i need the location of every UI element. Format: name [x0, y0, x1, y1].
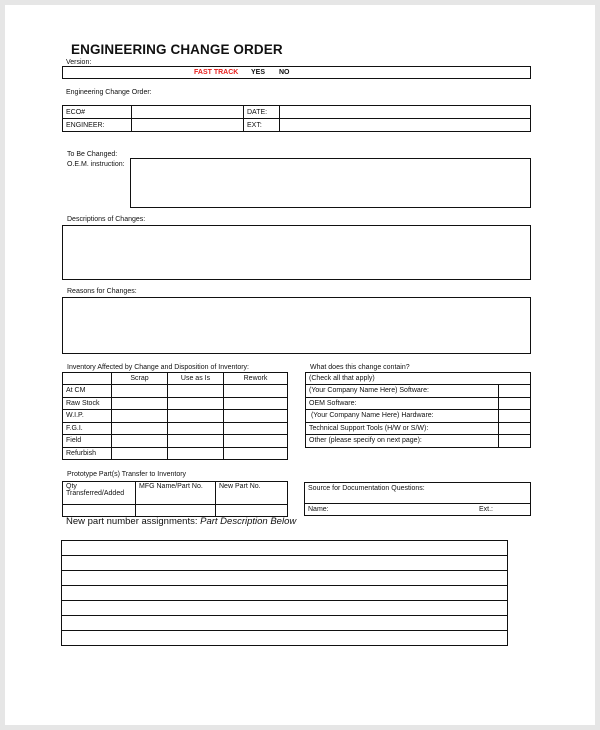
- page-title: ENGINEERING CHANGE ORDER: [71, 42, 283, 57]
- inventory-cell[interactable]: [168, 410, 224, 423]
- prototype-qty-field[interactable]: [63, 505, 136, 517]
- prototype-title: Prototype Part(s) Transfer to Inventory: [67, 471, 187, 478]
- inventory-table: [62, 372, 288, 460]
- change-contents-checkbox[interactable]: [499, 422, 531, 435]
- part-description-row[interactable]: [62, 631, 508, 646]
- date-field[interactable]: [280, 106, 531, 119]
- prototype-new-part-field[interactable]: [216, 505, 288, 517]
- change-contents-row-label: (Your Company Name Here) Software:: [306, 385, 499, 398]
- descriptions-field[interactable]: [62, 225, 531, 280]
- change-contents-row-label: OEM Software:: [306, 397, 499, 410]
- to-be-changed-label: To Be Changed:: [67, 151, 118, 158]
- reasons-field[interactable]: [62, 297, 531, 354]
- change-contents-row-label: (Your Company Name Here) Hardware:: [306, 410, 499, 423]
- change-contents-checkbox[interactable]: [499, 435, 531, 448]
- inventory-cell[interactable]: [112, 397, 168, 410]
- prototype-header-qty: Qty Transferred/Added: [63, 482, 136, 505]
- fast-track-box[interactable]: [62, 66, 531, 79]
- inventory-header-use-as-is: Use as Is: [168, 373, 224, 385]
- prototype-header-new-part: New Part No.: [216, 482, 288, 505]
- prototype-header-mfg: MFG Name/Part No.: [136, 482, 216, 505]
- inventory-cell[interactable]: [224, 385, 288, 398]
- inventory-cell[interactable]: [168, 435, 224, 448]
- prototype-mfg-field[interactable]: [136, 505, 216, 517]
- new-part-label: New part number assignments:: [66, 516, 198, 527]
- new-part-heading: [66, 516, 296, 527]
- engineer-field[interactable]: [132, 119, 244, 132]
- inventory-cell[interactable]: [112, 422, 168, 435]
- oem-instruction-field[interactable]: [130, 158, 531, 208]
- inventory-row-label: Refurbish: [63, 447, 112, 460]
- eco-table: [62, 105, 531, 132]
- inventory-row-label: F.G.I.: [63, 422, 112, 435]
- part-description-row[interactable]: [62, 616, 508, 631]
- documentation-table: [304, 482, 531, 516]
- inventory-cell[interactable]: [224, 410, 288, 423]
- inventory-header-scrap: Scrap: [112, 373, 168, 385]
- descriptions-label: Descriptions of Changes:: [67, 216, 146, 223]
- ext-field[interactable]: [280, 119, 531, 132]
- ext-label: EXT:: [244, 119, 280, 132]
- change-contents-table: [305, 372, 531, 448]
- eco-section-label: Engineering Change Order:: [66, 89, 152, 96]
- inventory-header-blank: [63, 373, 112, 385]
- inventory-cell[interactable]: [168, 422, 224, 435]
- part-description-row[interactable]: [62, 541, 508, 556]
- inventory-cell[interactable]: [168, 385, 224, 398]
- part-description-table: [61, 540, 508, 646]
- part-description-row[interactable]: [62, 556, 508, 571]
- part-description-row[interactable]: [62, 571, 508, 586]
- prototype-table: [62, 481, 288, 517]
- inventory-cell[interactable]: [168, 447, 224, 460]
- change-contents-checkbox[interactable]: [499, 410, 531, 423]
- inventory-row-label: At CM: [63, 385, 112, 398]
- change-contents-header: (Check all that apply): [306, 373, 531, 385]
- inventory-cell[interactable]: [224, 397, 288, 410]
- inventory-cell[interactable]: [112, 410, 168, 423]
- change-contents-row-label: Technical Support Tools (H/W or S/W):: [306, 422, 499, 435]
- change-contents-row-label: Other (please specify on next page):: [306, 435, 499, 448]
- reasons-label: Reasons for Changes:: [67, 288, 137, 295]
- documentation-title: Source for Documentation Questions:: [305, 483, 531, 504]
- inventory-cell[interactable]: [224, 422, 288, 435]
- engineer-label: ENGINEER:: [63, 119, 132, 132]
- fast-track-no[interactable]: NO: [279, 69, 290, 76]
- date-label: DATE:: [244, 106, 280, 119]
- inventory-cell[interactable]: [112, 385, 168, 398]
- eco-number-field[interactable]: [132, 106, 244, 119]
- change-contents-checkbox[interactable]: [499, 397, 531, 410]
- oem-instruction-label: O.E.M. instruction:: [67, 161, 125, 168]
- inventory-cell[interactable]: [168, 397, 224, 410]
- inventory-cell[interactable]: [112, 435, 168, 448]
- inventory-title: Inventory Affected by Change and Disposition of Inventory:: [67, 364, 249, 371]
- eco-number-label: ECO#: [63, 106, 132, 119]
- part-description-row[interactable]: [62, 586, 508, 601]
- inventory-row-label: Field: [63, 435, 112, 448]
- inventory-cell[interactable]: [112, 447, 168, 460]
- documentation-contact-row[interactable]: [305, 504, 531, 516]
- inventory-header-rework: Rework: [224, 373, 288, 385]
- change-contents-checkbox[interactable]: [499, 385, 531, 398]
- fast-track-label: FAST TRACK: [194, 69, 239, 76]
- inventory-row-label: W.I.P.: [63, 410, 112, 423]
- change-contents-title: What does this change contain?: [310, 364, 410, 371]
- new-part-label-italic: Part Description Below: [200, 516, 297, 527]
- inventory-cell[interactable]: [224, 435, 288, 448]
- fast-track-yes[interactable]: YES: [251, 69, 266, 76]
- part-description-row[interactable]: [62, 601, 508, 616]
- inventory-cell[interactable]: [224, 447, 288, 460]
- documentation-ext-label: Ext.:: [479, 506, 494, 513]
- version-label: Version:: [66, 59, 92, 66]
- documentation-name-label: Name:: [308, 506, 329, 513]
- inventory-row-label: Raw Stock: [63, 397, 112, 410]
